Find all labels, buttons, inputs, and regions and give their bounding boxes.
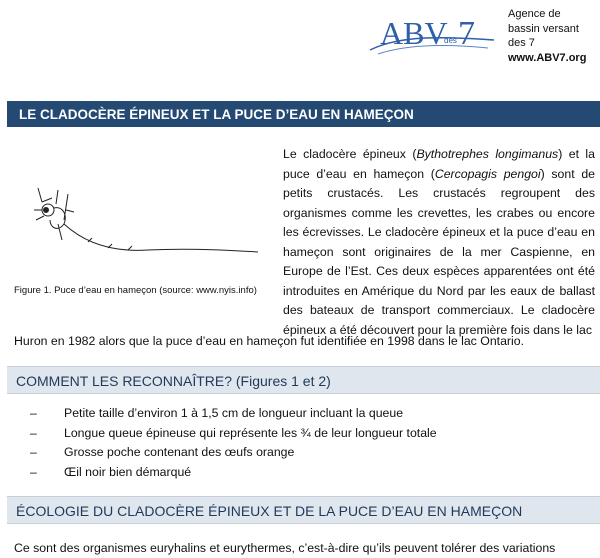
section-subtitle: ÉCOLOGIE DU CLADOCÈRE ÉPINEUX ET DE LA PUCE D’EAU EN HAMEÇON xyxy=(16,503,523,519)
intro-paragraph: Le cladocère épineux (Bythotrephes longimanus) et la puce d’eau en hameçon (Cercopagis pengoi) sont de petits crustacés. Les crustacés regroupent des organismes comme les crevettes, les crabes ou encore les écrevisses. Le cladocère épineux et la puce d’eau en hameçon sont originaires de la mer Caspienne, en Europe de l’Est. Ces deux espèces apparentées ont été introduites en Amérique du Nord par les eaux de ballast des bateaux de transport commerciaux. Le cladocère épineux a été découvert pour la première fois dans le lac xyxy=(283,147,596,337)
agency-line: des 7 xyxy=(508,37,535,49)
svg-text:7: 7 xyxy=(458,15,475,52)
logo-text: ABV xyxy=(380,15,448,51)
svg-text:des: des xyxy=(444,36,457,45)
figure-caption: Figure 1. Puce d’eau en hameçon (source: www.nyis.info) xyxy=(14,285,257,296)
list-item: – Longue queue épineuse qui représente les ¾ de leur longueur totale xyxy=(30,425,437,440)
list-item: – Grosse poche contenant des œufs orange xyxy=(30,445,295,459)
section-subtitle: COMMENT LES RECONNAÎTRE? (Figures 1 et 2) xyxy=(16,373,331,389)
agency-line: Agence de xyxy=(508,8,561,20)
agency-website[interactable]: www.ABV7.org xyxy=(508,51,587,64)
identification-list xyxy=(30,406,437,484)
water-flea-illustration xyxy=(28,180,268,270)
section-subtitle-bar xyxy=(7,496,600,524)
section-subtitle-bar xyxy=(7,366,600,394)
abv7-logo xyxy=(368,6,496,62)
section-title: LE CLADOCÈRE ÉPINEUX ET LA PUCE D’EAU EN HAMEÇON xyxy=(19,107,414,122)
list-item: – Petite taille d’environ 1 à 1,5 cm de longueur incluant la queue xyxy=(30,406,404,420)
section-title-bar xyxy=(7,101,600,127)
agency-info xyxy=(508,7,598,65)
agency-line: bassin versant xyxy=(508,22,579,35)
ecology-paragraph: Ce sont des organismes euryhalins et eurythermes, c’est-à-dire qu’ils peuvent tolérer des variations xyxy=(14,541,556,555)
intro-paragraph-end: Huron en 1982 alors que la puce d’eau en hameçon fut identifiée en 1998 dans le lac Ontario. xyxy=(14,334,524,348)
list-item: – Œil noir bien démarqué xyxy=(30,464,192,479)
